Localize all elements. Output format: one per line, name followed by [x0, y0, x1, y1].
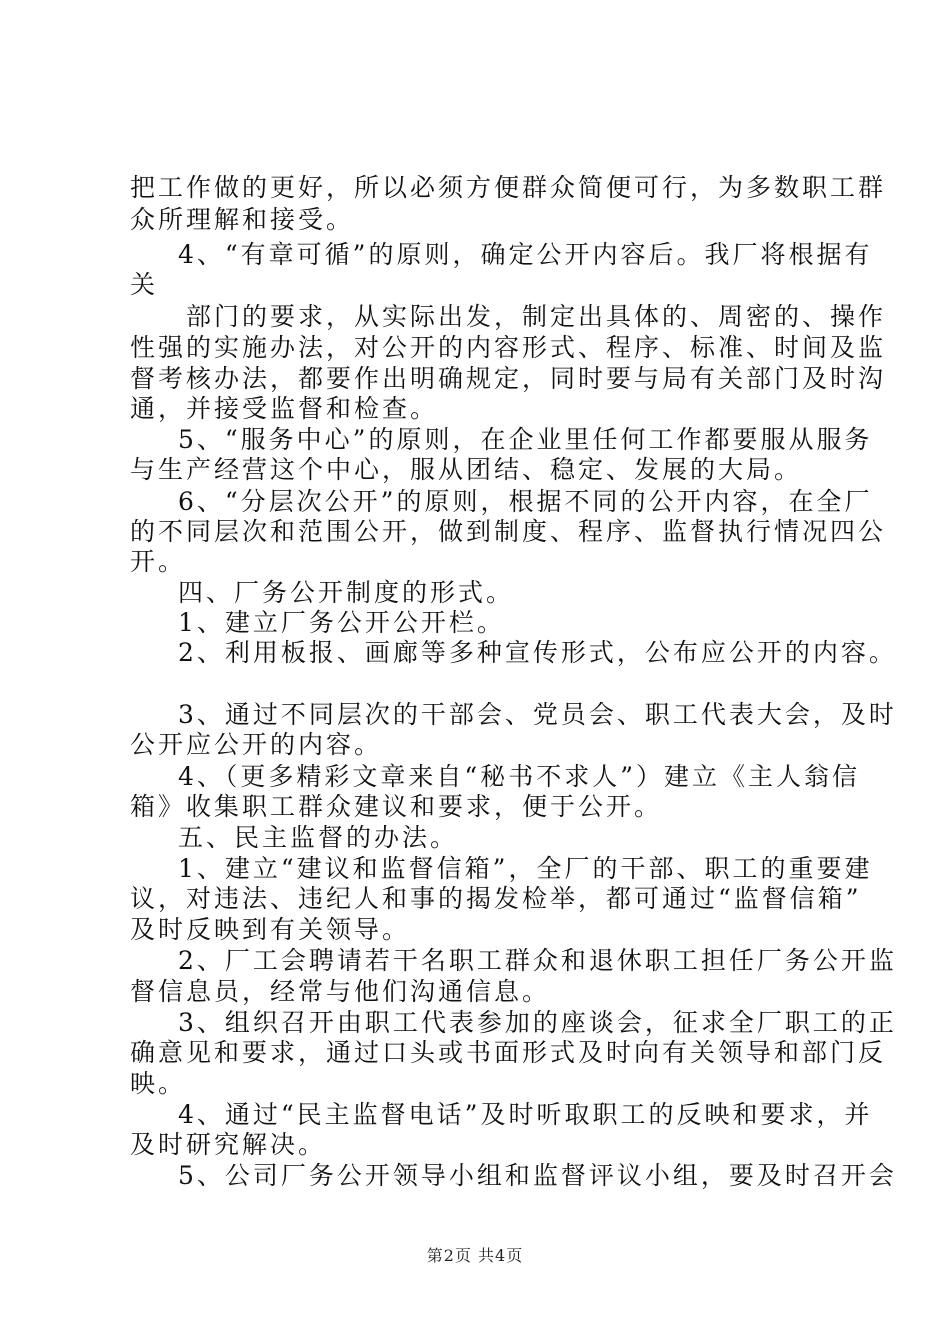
page-footer: 第2页 共4页 [426, 1246, 524, 1265]
text-line: 6、“分层次公开”的原则，根据不同的公开内容，在全厂 [178, 487, 873, 516]
text-line: 与生产经营这个中心，服从团结、稳定、发展的大局。 [130, 455, 803, 484]
text-line: 确意见和要求，通过口头或书面形式及时向有关领导和部门反 [130, 1038, 887, 1067]
text-line: 关 [130, 270, 159, 299]
text-line: 3、通过不同层次的干部会、党员会、职工代表大会，及时 [178, 700, 897, 729]
text-line: 1、建立“建议和监督信箱”，全厂的干部、职工的重要建 [178, 854, 873, 883]
text-line: 2、利用板报、画廊等多种宣传形式，公布应公开的内容。 [178, 638, 897, 667]
text-line: 及时反映到有关领导。 [130, 915, 411, 944]
text-line: 的不同层次和范围公开，做到制度、程序、监督执行情况四公 [130, 517, 887, 546]
text-line: 5、“服务中心”的原则，在企业里任何工作都要服从服务 [178, 425, 873, 454]
text-line: 公开应公开的内容。 [130, 730, 383, 759]
text-line: 把工作做的更好，所以必须方便群众简便可行，为多数职工群 [130, 173, 887, 202]
text-line: 督考核办法，都要作出明确规定，同时要与局有关部门及时沟 [130, 364, 887, 393]
text-line: 性强的实施办法，对公开的内容形式、程序、标准、时间及监 [130, 333, 887, 362]
text-line: 开。 [130, 547, 187, 576]
text-line: 督信息员，经常与他们沟通信息。 [130, 977, 551, 1006]
text-line: 4、“有章可循”的原则，确定公开内容后。我厂将根据有 [178, 240, 873, 269]
text-line: 4、（更多精彩文章来自“秘书不求人”）建立《主人翁信 [178, 762, 860, 791]
text-line: 及时研究解决。 [130, 1130, 327, 1159]
text-line: 2、厂工会聘请若干名职工群众和退休职工担任厂务公开监 [178, 946, 897, 975]
text-line: 箱》收集职工群众建议和要求，便于公开。 [130, 792, 663, 821]
text-line: 议，对违法、违纪人和事的揭发检举，都可通过“监督信箱” [130, 884, 862, 913]
text-line: 4、通过“民主监督电话”及时听取职工的反映和要求，并 [178, 1100, 873, 1129]
text-line: 5、公司厂务公开领导小组和监督评议小组，要及时召开会 [178, 1161, 897, 1190]
text-line: 四、厂务公开制度的形式。 [178, 578, 515, 607]
text-line: 3、组织召开由职工代表参加的座谈会，征求全厂职工的正 [178, 1008, 897, 1037]
text-line: 1、建立厂务公开公开栏。 [178, 608, 505, 637]
text-line: 众所理解和接受。 [130, 205, 355, 234]
text-line: 通，并接受监督和检查。 [130, 394, 439, 423]
text-line: 部门的要求，从实际出发，制定出具体的、周密的、操作 [186, 302, 887, 331]
text-line: 五、民主监督的办法。 [178, 823, 459, 852]
text-line: 映。 [130, 1069, 187, 1098]
